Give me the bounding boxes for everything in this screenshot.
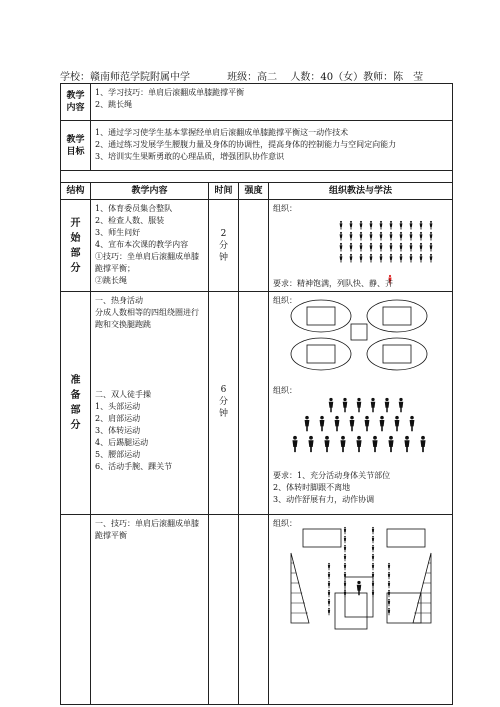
student-figure-icon [420, 436, 425, 452]
student-figure-icon [430, 254, 433, 263]
prep-time-unit2: 钟 [218, 409, 228, 419]
student-figure-icon [360, 243, 363, 252]
basic-section-row [61, 515, 453, 705]
student-figure-icon [344, 527, 346, 534]
class-label: 班级：高二 [227, 72, 278, 83]
pair-item: 4、后踢腿运动 [95, 438, 149, 447]
student-figure-icon [335, 416, 340, 431]
pair-item: 6、活动手腕、踝关节 [95, 462, 173, 471]
col-time: 时间 [209, 183, 239, 200]
col-intensity: 强度 [239, 183, 269, 200]
column-header-row [61, 183, 453, 200]
basic-org [269, 515, 453, 705]
start-intensity [239, 200, 269, 292]
student-figure-icon [292, 436, 297, 452]
student-figure-icon [420, 243, 423, 252]
student-figure-icon [388, 590, 390, 597]
student-figure-icon [308, 436, 313, 452]
student-figure-icon [328, 608, 330, 615]
student-figure-icon [372, 554, 374, 561]
content-item: 1、学习技巧：单肩后滚翻成单膝跪撑平衡 [95, 88, 245, 97]
student-figure-icon [395, 416, 400, 431]
prep-time-num: 6 [220, 385, 227, 395]
student-figure-icon [344, 563, 346, 570]
student-figure-icon [400, 254, 403, 263]
content-label: 教学内容 [66, 91, 85, 113]
start-org-label: 组织： [273, 204, 297, 213]
student-figure-icon [370, 254, 373, 263]
warmup-desc: 分成人数相等的四组绕圈进行跑和交换腿跑跳 [95, 308, 199, 329]
student-figure-icon [370, 232, 373, 241]
student-figure-icon [344, 545, 346, 552]
prep-org-label2: 组织： [273, 386, 297, 395]
student-figure-icon [370, 221, 373, 230]
student-figure-icon [340, 436, 345, 452]
prep-org-label1: 组织： [273, 296, 297, 305]
mat-shape [303, 529, 341, 547]
prep-intensity [239, 292, 269, 515]
student-figure-icon [420, 254, 423, 263]
goal-item: 1、通过学习使学生基本掌握经单肩后滚翻成单膝跪撑平衡这一动作技术 [95, 128, 349, 137]
student-figure-icon [305, 416, 310, 431]
student-figure-icon [388, 572, 390, 579]
lesson-header [60, 68, 423, 83]
student-figure-icon [388, 436, 393, 452]
start-item: 3、师生问好 [95, 228, 141, 237]
mat-shape [307, 345, 335, 363]
start-time-unit2: 钟 [218, 253, 228, 263]
student-figure-icon [344, 536, 346, 543]
student-figure-icon [388, 581, 390, 588]
student-figure-icon [350, 254, 353, 263]
student-figure-icon [380, 243, 383, 252]
student-figure-icon [380, 221, 383, 230]
student-figure-icon [400, 243, 403, 252]
lesson-plan-table [60, 83, 453, 705]
start-content [91, 200, 209, 292]
goals-label: 教学目标 [66, 134, 85, 157]
student-figure-icon [372, 536, 374, 543]
student-figure-icon [380, 416, 385, 431]
pair-item: 2、肩部运动 [95, 414, 141, 423]
basic-content [91, 515, 209, 705]
prep-label: 准备部分 [70, 375, 81, 431]
goal-item: 2、通过练习发展学生腰腹力量及身体的协调性，提高身体的控制能力与空间定向能力 [95, 140, 397, 149]
basic-org-label: 组织： [273, 519, 297, 528]
running-circuit-shape [291, 300, 351, 332]
center-mat-shape [351, 324, 367, 340]
start-time-unit: 分 [218, 241, 228, 251]
student-figure-icon [388, 608, 390, 615]
prep-req-item: 2、体转时脚跟不离地 [273, 483, 351, 492]
student-figure-icon [388, 599, 390, 606]
ramp-left-shape [291, 553, 309, 623]
student-figure-icon [372, 436, 377, 452]
student-figure-icon [360, 254, 363, 263]
student-figure-icon [340, 221, 343, 230]
running-circuit-shape [291, 338, 351, 370]
student-figure-icon [390, 221, 393, 230]
student-figure-icon [350, 243, 353, 252]
student-figure-icon [420, 232, 423, 241]
basic-label-cell [61, 515, 91, 705]
pair-item: 5、腰部运动 [95, 450, 141, 459]
content-label-cell [61, 84, 91, 121]
student-figure-icon [372, 527, 374, 534]
ramp-right-shape [413, 553, 431, 623]
content-row [61, 84, 453, 121]
student-figure-icon [328, 590, 330, 597]
student-figure-icon [410, 243, 413, 252]
student-figure-icon [350, 416, 355, 431]
student-figure-icon [372, 545, 374, 552]
count-teacher-label: 人数：40（女）教师：陈 莹 [290, 72, 424, 83]
prep-time [209, 292, 239, 515]
content-item: 2、跳长绳 [95, 100, 133, 109]
start-time-num: 2 [220, 229, 227, 239]
student-figure-icon [372, 563, 374, 570]
student-figure-icon [370, 243, 373, 252]
pair-item: 3、体转运动 [95, 426, 141, 435]
start-formation-diagram [269, 217, 453, 287]
goals-list [91, 121, 453, 171]
start-org [269, 200, 453, 292]
student-figure-icon [329, 398, 334, 412]
start-item: ②跳长绳 [95, 276, 127, 285]
start-label-cell [61, 200, 91, 292]
student-figure-icon [340, 243, 343, 252]
student-figure-icon [410, 416, 415, 431]
pair-exercise-diagram [269, 396, 453, 466]
col-content: 教学内容 [91, 183, 209, 200]
student-figure-icon [371, 398, 376, 412]
running-circuit-shape [367, 300, 427, 332]
student-figure-icon [343, 398, 348, 412]
student-figure-icon [410, 232, 413, 241]
student-figure-icon [400, 232, 403, 241]
student-figure-icon [324, 436, 329, 452]
student-figure-icon [340, 254, 343, 263]
student-figure-icon [420, 221, 423, 230]
content-list [91, 84, 453, 121]
student-figure-icon [360, 221, 363, 230]
prep-org [269, 292, 453, 515]
student-figure-icon [390, 232, 393, 241]
student-figure-icon [356, 436, 361, 452]
warmup-title: 一、热身活动 [95, 296, 143, 305]
basic-formation-diagram [269, 523, 453, 703]
prep-requirements [273, 470, 390, 506]
student-figure-icon [385, 398, 390, 412]
student-figure-icon [360, 232, 363, 241]
student-figure-icon [350, 221, 353, 230]
student-figure-icon [390, 254, 393, 263]
student-figure-icon [328, 599, 330, 606]
mat-shape [335, 593, 367, 629]
student-figure-icon [380, 232, 383, 241]
prep-label-cell [61, 292, 91, 515]
student-figure-icon [404, 436, 409, 452]
mat-shape [307, 307, 335, 325]
prep-req-item: 要求：1、充分活动身体关节部位 [273, 471, 391, 480]
running-circuit-shape [367, 338, 427, 370]
mat-shape [383, 345, 411, 363]
student-figure-icon [400, 221, 403, 230]
student-figure-icon [340, 232, 343, 241]
start-section-row [61, 200, 453, 292]
school-label: 学校：赣南师范学院附属中学 [60, 72, 190, 83]
basic-time [209, 515, 239, 705]
student-figure-icon [390, 243, 393, 252]
goal-item: 3、培训实生果断勇敢的心理品质，增强团队协作意识 [95, 152, 285, 161]
student-figure-icon [430, 243, 433, 252]
start-item: 2、检查人数、服装 [95, 216, 165, 225]
spacer-row [61, 171, 453, 183]
student-figure-icon [410, 221, 413, 230]
basic-item: 一、技巧：单肩后滚翻成单膝跪撑平衡 [95, 519, 199, 540]
col-structure: 结构 [61, 183, 91, 200]
start-item: 4、宣布本次课的教学内容 [95, 240, 189, 249]
prep-content [91, 292, 209, 515]
goals-row [61, 121, 453, 171]
student-figure-icon [328, 581, 330, 588]
student-figure-icon [399, 398, 404, 412]
mat-shape [387, 593, 421, 623]
student-figure-icon [357, 398, 362, 412]
pair-title: 二、双人徒手操 [95, 390, 151, 399]
mat-shape [383, 307, 411, 325]
col-method: 组织教法与学法 [269, 183, 453, 200]
start-label: 开始部分 [70, 217, 81, 274]
student-figure-icon [344, 554, 346, 561]
student-figure-icon [320, 416, 325, 431]
prep-section-row [61, 292, 453, 515]
mat-shape [387, 529, 425, 547]
prep-req-item: 3、动作舒展有力，动作协调 [273, 495, 375, 504]
student-figure-icon [380, 254, 383, 263]
start-item: 1、体育委员集合整队 [95, 204, 173, 213]
student-figure-icon [410, 254, 413, 263]
student-figure-icon [430, 221, 433, 230]
basic-intensity [239, 515, 269, 705]
pair-item: 1、头部运动 [95, 402, 141, 411]
student-figure-icon [365, 416, 370, 431]
warmup-circuit-diagram [269, 298, 453, 376]
goals-label-cell [61, 121, 91, 171]
student-figure-icon [328, 572, 330, 579]
start-time [209, 200, 239, 292]
student-figure-icon [328, 563, 330, 570]
student-figure-icon [350, 232, 353, 241]
start-requirement: 要求：精神饱满，列队快、静、齐 [273, 279, 393, 288]
student-figure-icon [430, 232, 433, 241]
student-figure-icon [388, 563, 390, 570]
start-item: ①技巧：坐单肩后滚翻成单膝跪撑平衡； [95, 252, 199, 273]
prep-time-unit: 分 [218, 397, 228, 407]
